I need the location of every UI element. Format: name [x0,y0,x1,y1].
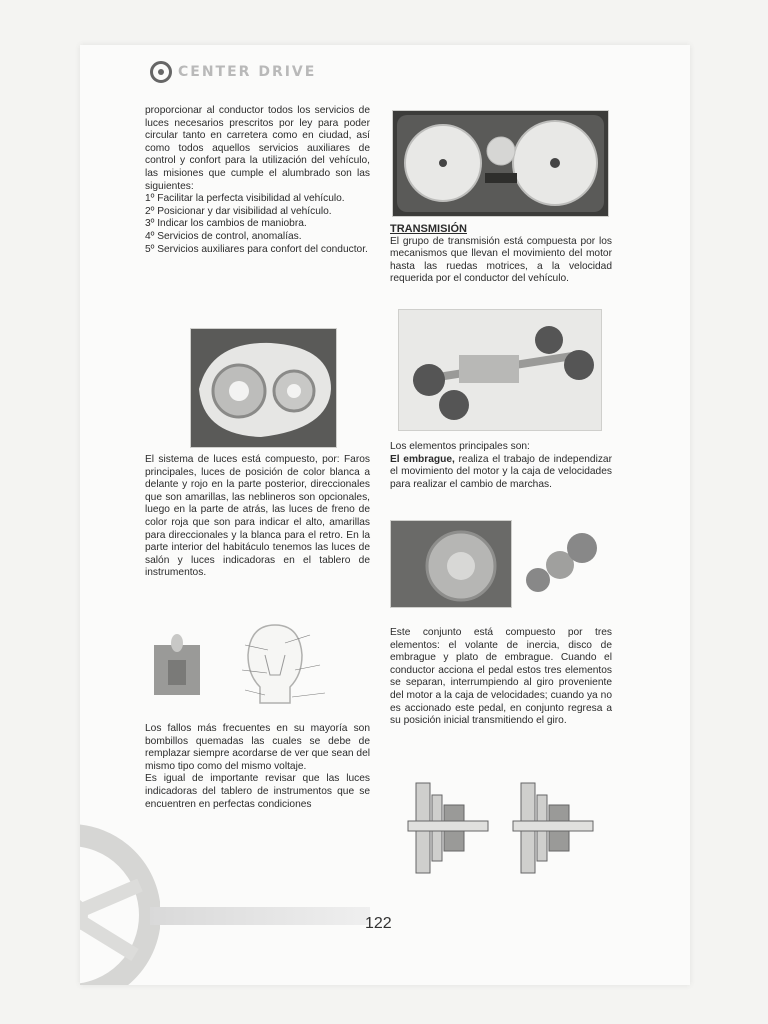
failures-block [145,723,370,811]
lights-system-block [145,454,370,580]
clutch-text: realiza el trabajo de independizar el movimiento del motor y la caja de velocidades para realizar el cambio de marchas. [390,453,612,490]
elements-intro: Los elementos principales son: [390,441,530,452]
clutch-diagram [398,765,603,890]
clutch-photo [390,520,512,608]
transmission-block [390,223,612,286]
drivetrain-photo [398,309,602,431]
brand-name: CENTER DRIVE [178,64,317,80]
list-item: 5º Servicios auxiliares para confort del conductor. [145,243,368,255]
instrument-cluster-photo [392,110,609,217]
page-number: 122 [365,915,392,932]
clutch-term: El embrague, [390,453,455,465]
headlight-photo [190,328,337,448]
clutch-detail-block [390,627,612,728]
failures-paragraph: Los fallos más frecuentes en su mayoría son bombillos quemadas las cuales se debe de remplazar siempre acordarse de ver que sean del mismo tipo como del mismo voltaje. [145,723,370,772]
left-intro-block [145,105,370,256]
brand-logo [150,61,316,83]
list-item: 4º Servicios de control, anomalías. [145,230,302,242]
transmission-heading: TRANSMISIÓN [390,223,467,235]
document-page [80,45,690,985]
clutch-components-photo [520,520,600,606]
footer-band [150,907,370,925]
list-item: 3º Indicar los cambios de maniobra. [145,218,307,230]
steering-wheel-watermark-icon [80,815,160,985]
list-item: 2º Posicionar y dar visibilidad al vehículo. [145,205,332,217]
clutch-intro-block [390,441,612,491]
intro-paragraph: proporcionar al conductor todos los servicios de luces necesarios prescritos por ley para poder circular tanto en carretera como en ciudad, así como todos aquellos servicios auxiliares de control y confort para la utilización del vehículo, las misiones que cumple el alumbrado son las siguientes: [145,105,370,192]
instruments-paragraph: Es igual de importante revisar que las luces indicadoras del tablero de instrumentos que se encuentren en perfectas condiciones [145,773,370,810]
lights-paragraph: El sistema de luces está compuesto, por: Faros principales, luces de posición de color blanca a delante y rojo en la parte posterior, direccionales que son amarillas, las neblineros son opcionales, luego en la parte de atrás, las luces de freno de color roja que son para indicar el alto, amarillas para direccionales y la blanca para el retro. En la parte interior del habitáculo tenemos las luces de salón y luces indicadoras en el tablero de instrumentos. [145,454,370,579]
clutch-description [390,454,612,492]
steering-wheel-icon [150,61,172,83]
transmission-paragraph: El grupo de transmisión está compuesta por los mecanismos que llevan el movimiento del motor hasta las ruedas motrices, a la velocidad requerida por el conductor del vehículo. [390,235,612,285]
bulb-diagram [150,615,365,715]
list-item: 1º Facilitar la perfecta visibilidad al vehículo. [145,193,345,205]
clutch-paragraph: Este conjunto está compuesto por tres elementos: el volante de inercia, disco de embrague y plato de embrague. Cuando el conductor acciona el pedal estos tres elementos se separan, interrumpiendo al giro proveniente del motor a la caja de velocidades; cuando ya no es accionado este pedal, en conjunto regresa a su posición inicial transmitiendo el giro. [390,627,612,727]
